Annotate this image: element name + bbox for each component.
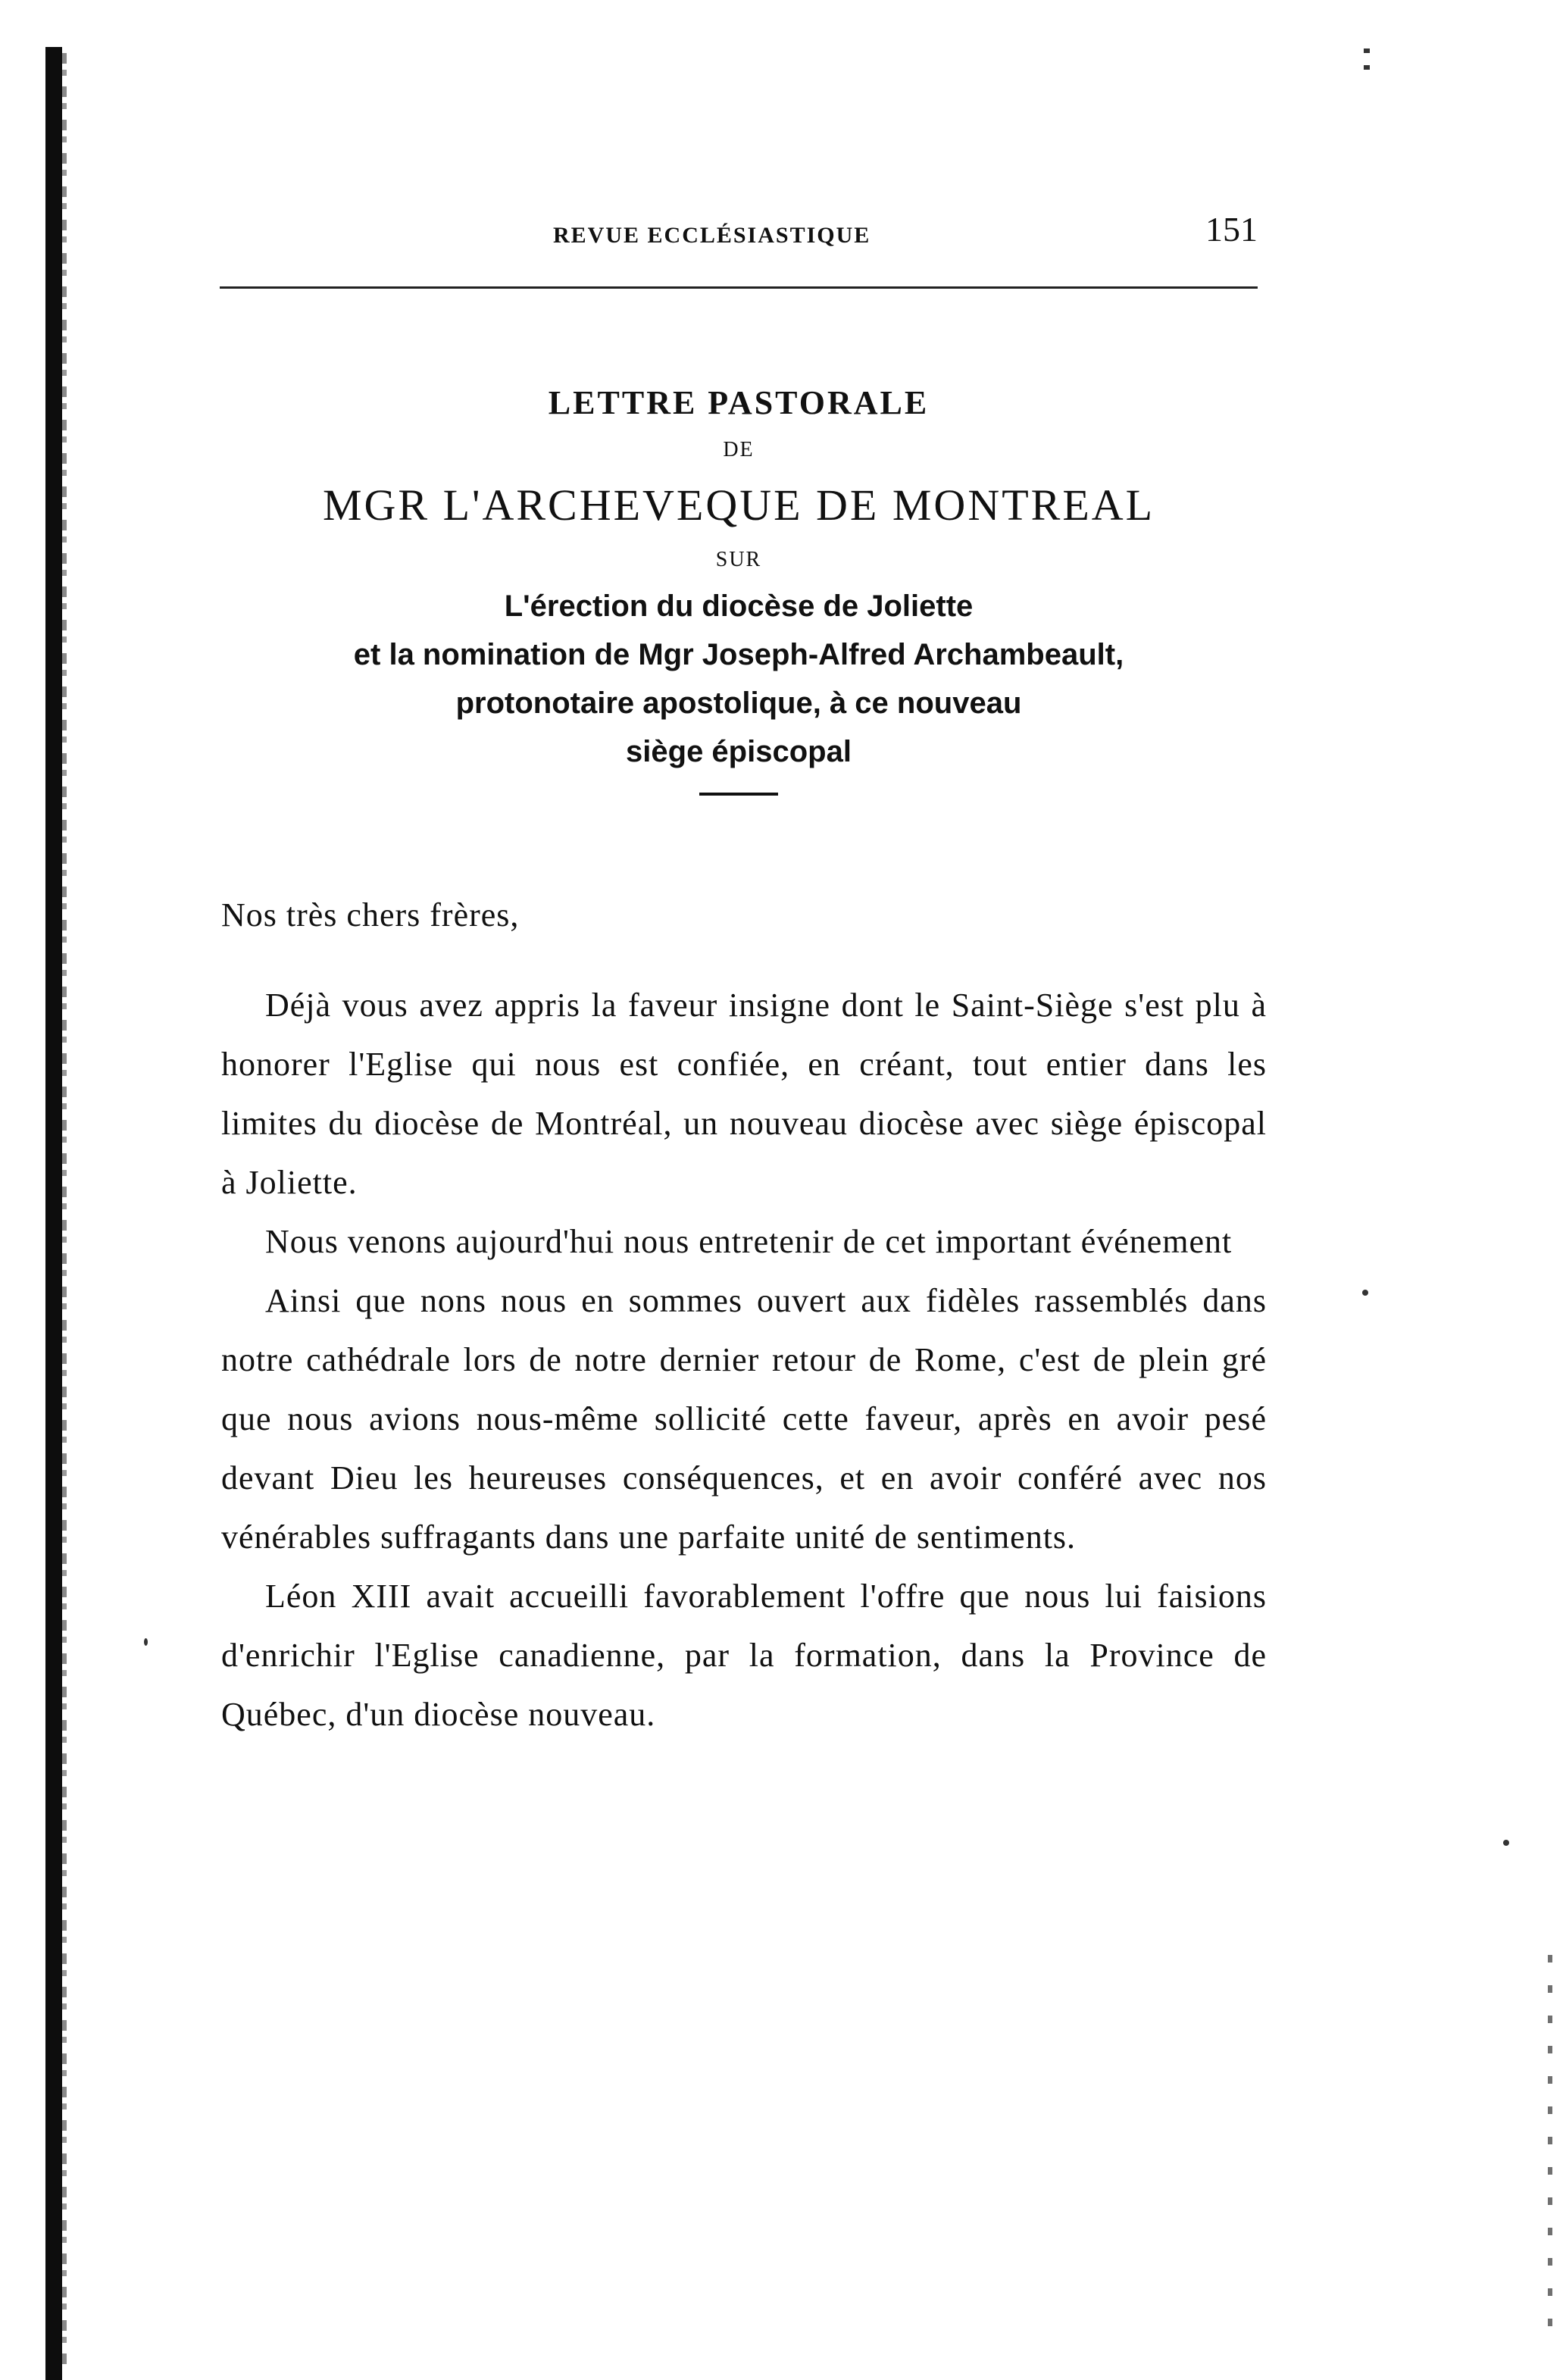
scan-speck bbox=[144, 1638, 148, 1646]
running-head bbox=[220, 209, 1258, 255]
title-connector-sur: SUR bbox=[715, 548, 762, 571]
page-number: 151 bbox=[1205, 210, 1258, 249]
paragraph: Déjà vous avez appris la faveur insigne dont le Saint-Siège s'est plu à honorer l'Eglise qui nous est confiée, en créant, tout entier dans les limites du diocèse de Montréal, un nouveau diocèse avec siège épiscopal à Joliette. bbox=[221, 987, 1267, 1201]
subject-line: et la nomination de Mgr Joseph-Alfred Archambeault, bbox=[353, 638, 1124, 671]
header-rule bbox=[220, 286, 1258, 289]
letter-body bbox=[221, 976, 1267, 1744]
subject-line: siège épiscopal bbox=[626, 735, 852, 768]
paragraph: Ainsi que nons nous en sommes ouvert aux fidèles rassemblés dans notre cathédrale lors de notre dernier retour de Rome, c'est de plein gré que nous avions nous-même sollicité cette faveur, après en avoir pesé devant Dieu les heureuses conséquences, et en avoir conféré avec nos vénérables suffragants dans une parfaite unité de sentiments. bbox=[221, 1282, 1267, 1556]
paragraph: Nous venons aujourd'hui nous entretenir de cet important événement bbox=[265, 1223, 1233, 1260]
subject-line: protonotaire apostolique, à ce nouveau bbox=[455, 686, 1022, 720]
page-binding-shadow bbox=[62, 53, 67, 2364]
scan-speck bbox=[1503, 1840, 1509, 1846]
author-title: MGR L'ARCHEVEQUE DE MONTREAL bbox=[322, 480, 1155, 530]
scan-speck bbox=[1362, 1290, 1368, 1296]
title-connector-de: DE bbox=[723, 438, 755, 461]
page-binding-edge bbox=[45, 47, 62, 2380]
document-title: LETTRE PASTORALE bbox=[548, 384, 930, 421]
salutation: Nos très chers frères, bbox=[221, 896, 520, 934]
paragraph: Léon XIII avait accueilli favorablement l'offre que nous lui faisions d'enrichir l'Eglise canadienne, par la formation, dans la Province de Québec, d'un diocèse nouveau. bbox=[221, 1578, 1267, 1733]
title-block bbox=[174, 379, 1303, 796]
scan-artifact-edge bbox=[1548, 1955, 1552, 2334]
subject-line: L'érection du diocèse de Joliette bbox=[504, 590, 974, 623]
scan-artifact bbox=[1364, 48, 1370, 76]
title-divider bbox=[699, 793, 778, 796]
journal-title: REVUE ECCLÉSIASTIQUE bbox=[553, 223, 871, 248]
